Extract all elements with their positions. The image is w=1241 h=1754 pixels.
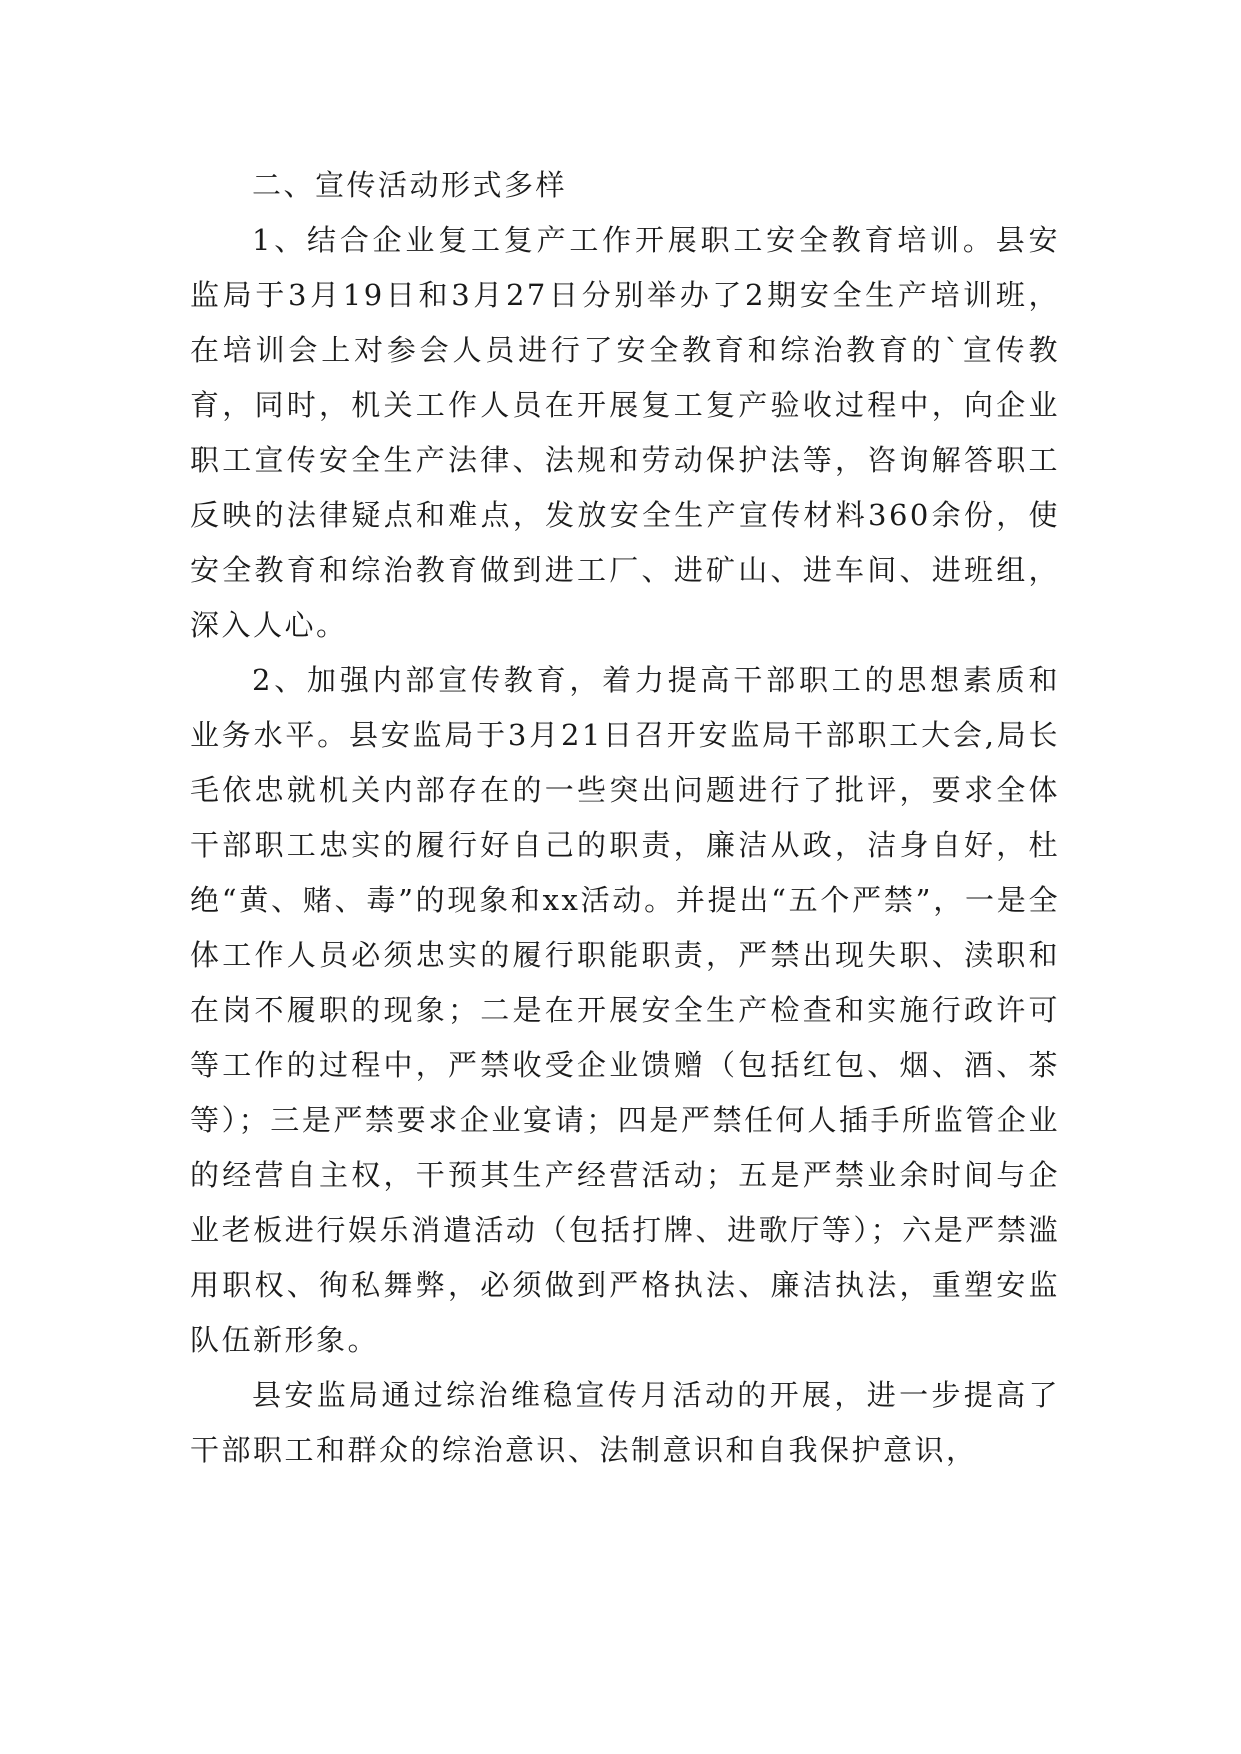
paragraph-2: 2、加强内部宣传教育，着力提高干部职工的思想素质和业务水平。县安监局于3月21日召开安监局干部职工大会,局长毛依忠就机关内部存在的一些突出问题进行了批评，要求全体干部职工忠实的履行好自己的职责，廉洁从政，洁身自好，杜绝“黄、赌、毒”的现象和xx活动。并提出“五个严禁”，一是全体工作人员必须忠实的履行职能职责，严禁出现失职、渎职和在岗不履职的现象；二是在开展安全生产检查和实施行政许可等工作的过程中，严禁收受企业馈赠（包括红包、烟、酒、茶等）；三是严禁要求企业宴请；四是严禁任何人插手所监管企业的经营自主权，干预其生产经营活动；五是严禁业余时间与企业老板进行娱乐消遣活动（包括打牌、进歌厅等）；六是严禁滥用职权、徇私舞弊，必须做到严格执法、廉洁执法，重塑安监队伍新形象。 (190, 663, 1060, 1357)
section-heading: 二、宣传活动形式多样 (252, 168, 568, 202)
paragraph-3: 县安监局通过综治维稳宣传月活动的开展，进一步提高了干部职工和群众的综治意识、法制意识和自我保护意识， (190, 1378, 1060, 1467)
paragraph-1: 1、结合企业复工复产工作开展职工安全教育培训。县安监局于3月19日和3月27日分别举办了2期安全生产培训班，在培训会上对参会人员进行了安全教育和综治教育的`宣传教育，同时，机关工作人员在开展复工复产验收过程中，向企业职工宣传安全生产法律、法规和劳动保护法等，咨询解答职工反映的法律疑点和难点，发放安全生产宣传材料360余份，使安全教育和综治教育做到进工厂、进矿山、进车间、进班组，深入人心。 (190, 223, 1060, 642)
document-body (190, 158, 1060, 1478)
